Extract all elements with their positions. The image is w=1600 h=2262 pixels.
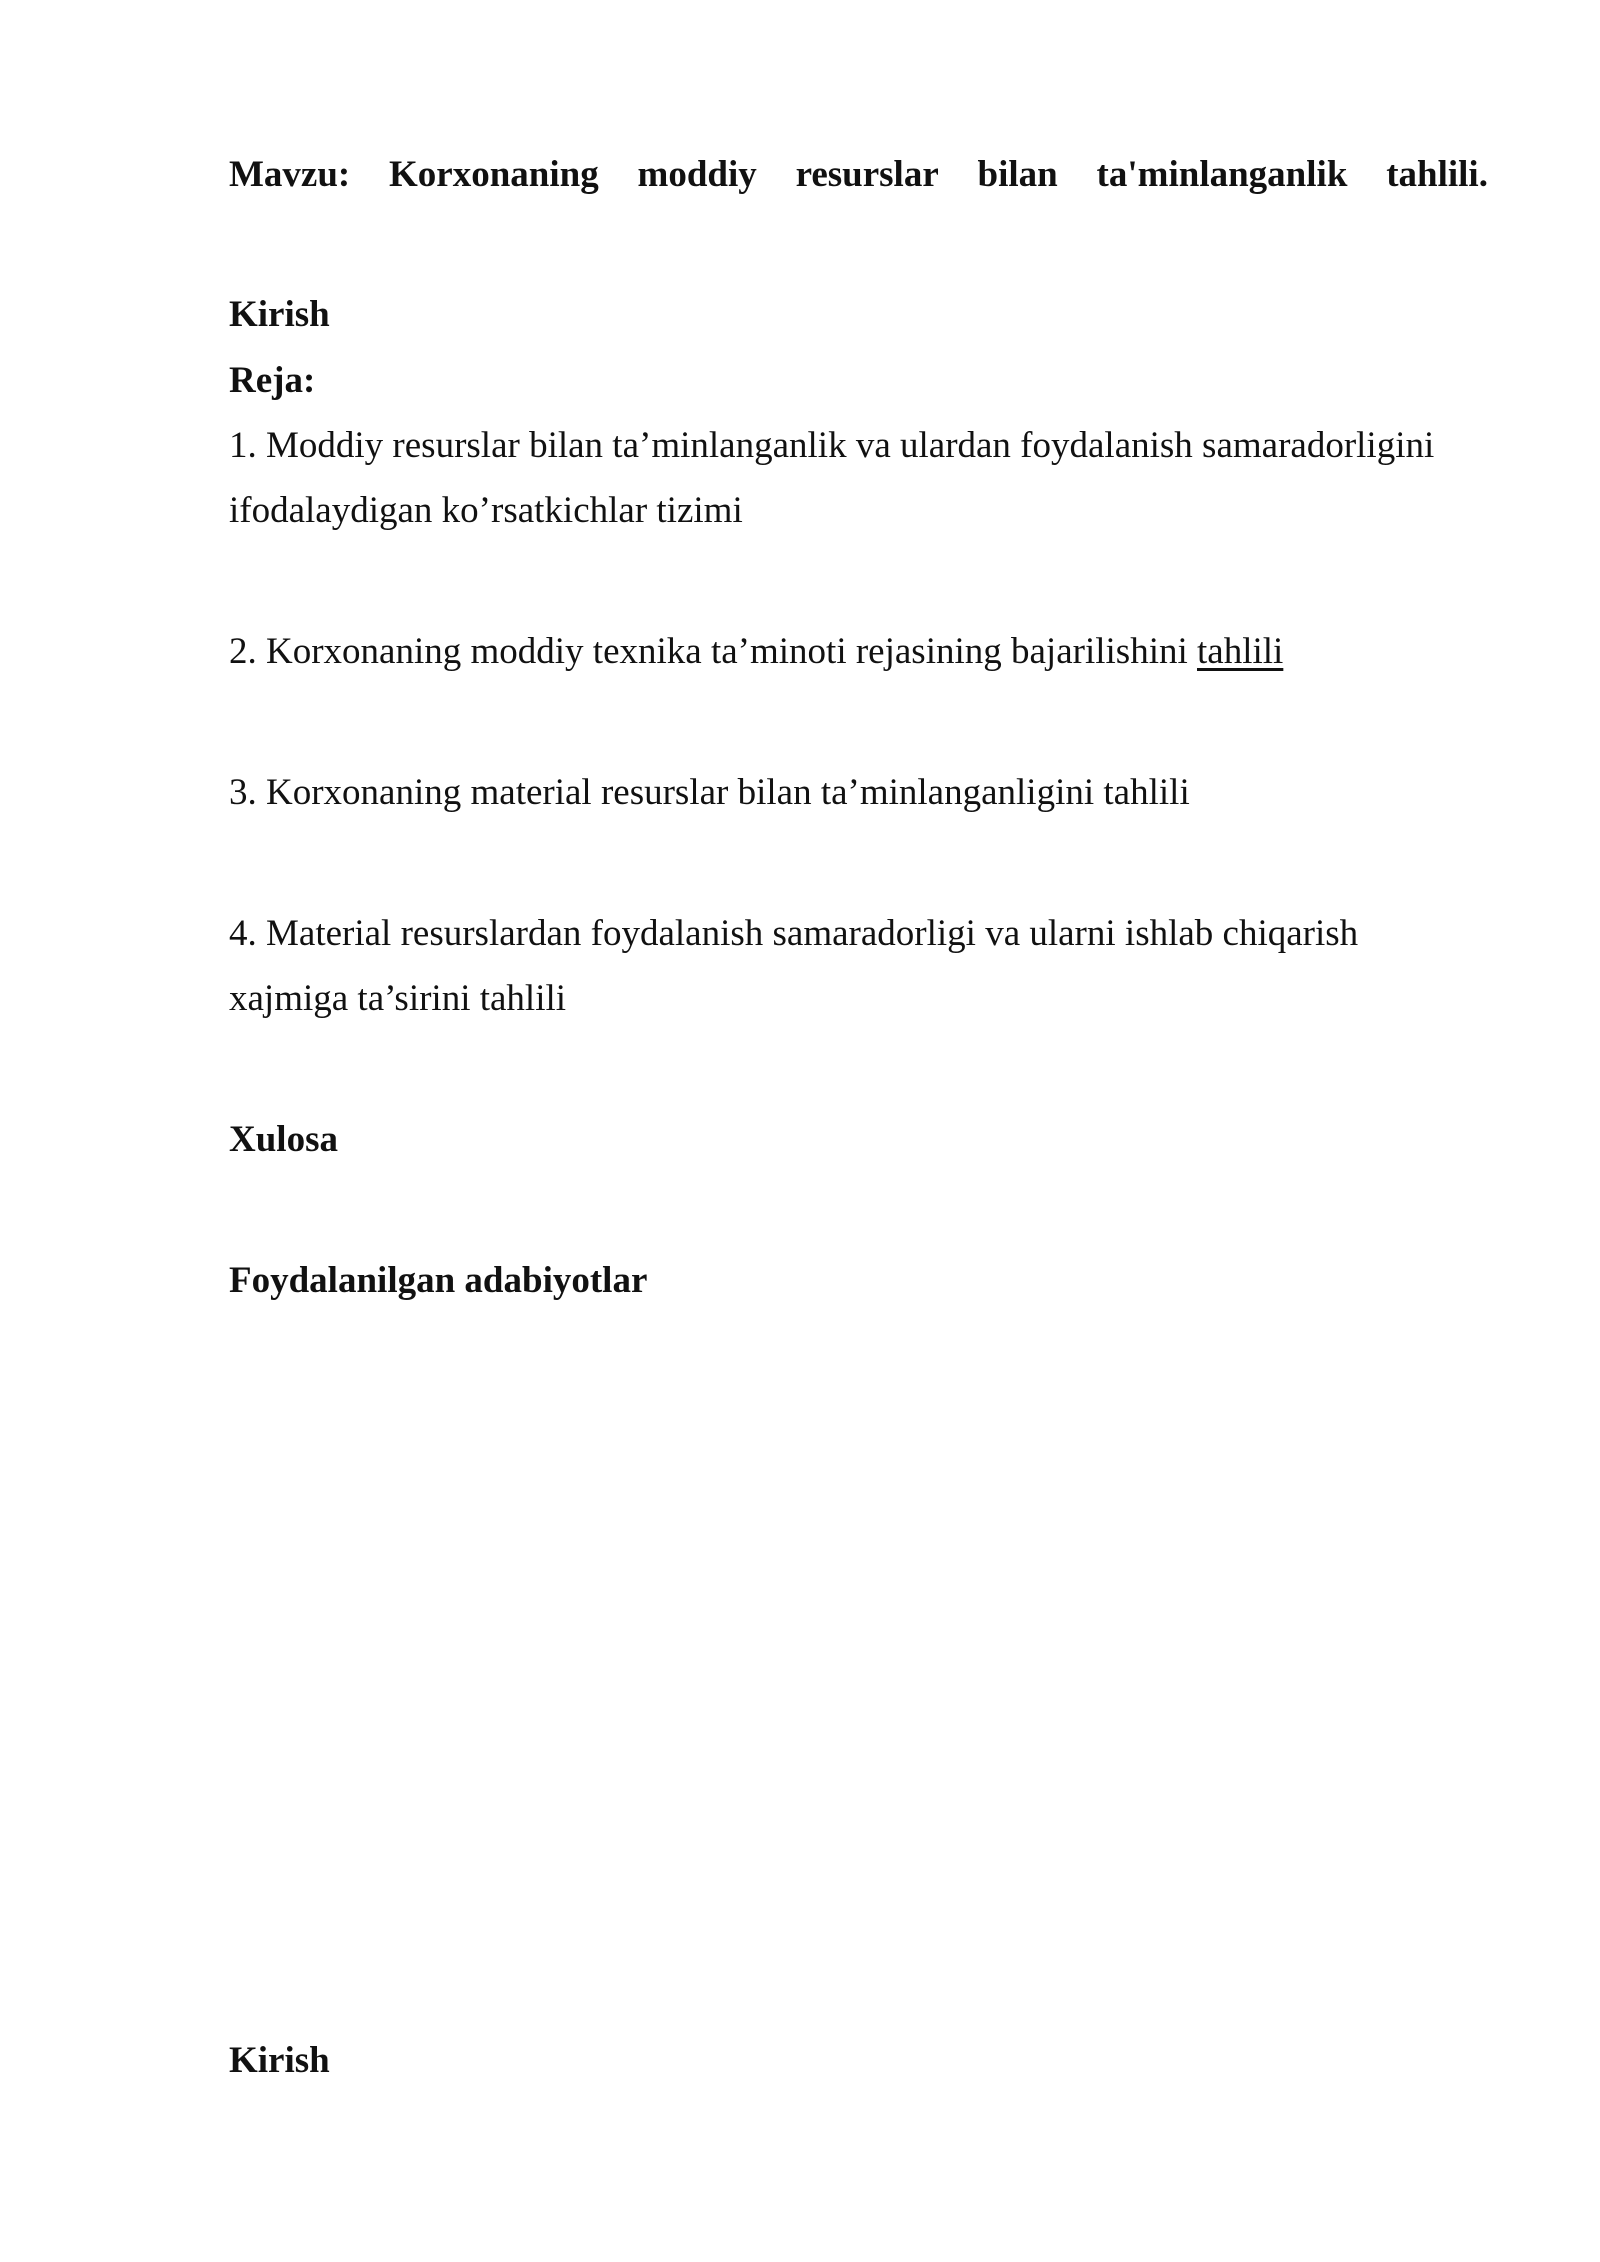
plan-heading: Reja:	[229, 360, 316, 401]
plan-item-4-line-2: xajmiga ta’sirini tahlili	[229, 978, 567, 1019]
plan-item-2	[229, 630, 1283, 674]
conclusion-heading: Xulosa	[229, 1119, 338, 1160]
title-word: ta'minlanganlik	[1096, 154, 1348, 195]
title-word: resurslar	[795, 154, 939, 195]
intro-heading-2: Kirish	[229, 2040, 330, 2081]
plan-item-2-underlined: tahlili	[1197, 631, 1284, 672]
plan-item-4-line-1: 4. Material resurslardan foydalanish samaradorligi va ularni ishlab chiqarish	[229, 913, 1359, 954]
title-word: Mavzu:	[229, 154, 351, 195]
title-word: bilan	[977, 154, 1058, 195]
document-title	[229, 153, 1488, 197]
title-word: tahlili.	[1386, 154, 1488, 195]
plan-item-1-line-1: 1. Moddiy resurslar bilan ta’minlanganlik va ulardan foydalanish samaradorligini	[229, 425, 1435, 466]
plan-item-3: 3. Korxonaning material resurslar bilan ta’minlanganligini tahlili	[229, 772, 1190, 813]
plan-item-2-text: 2. Korxonaning moddiy texnika ta’minoti rejasining bajarilishini	[229, 631, 1197, 672]
title-word: moddiy	[637, 154, 757, 195]
references-heading: Foydalanilgan adabiyotlar	[229, 1260, 648, 1301]
intro-heading: Kirish	[229, 294, 330, 335]
title-word: Korxonaning	[389, 154, 599, 195]
plan-item-1-line-2: ifodalaydigan ko’rsatkichlar tizimi	[229, 490, 743, 531]
